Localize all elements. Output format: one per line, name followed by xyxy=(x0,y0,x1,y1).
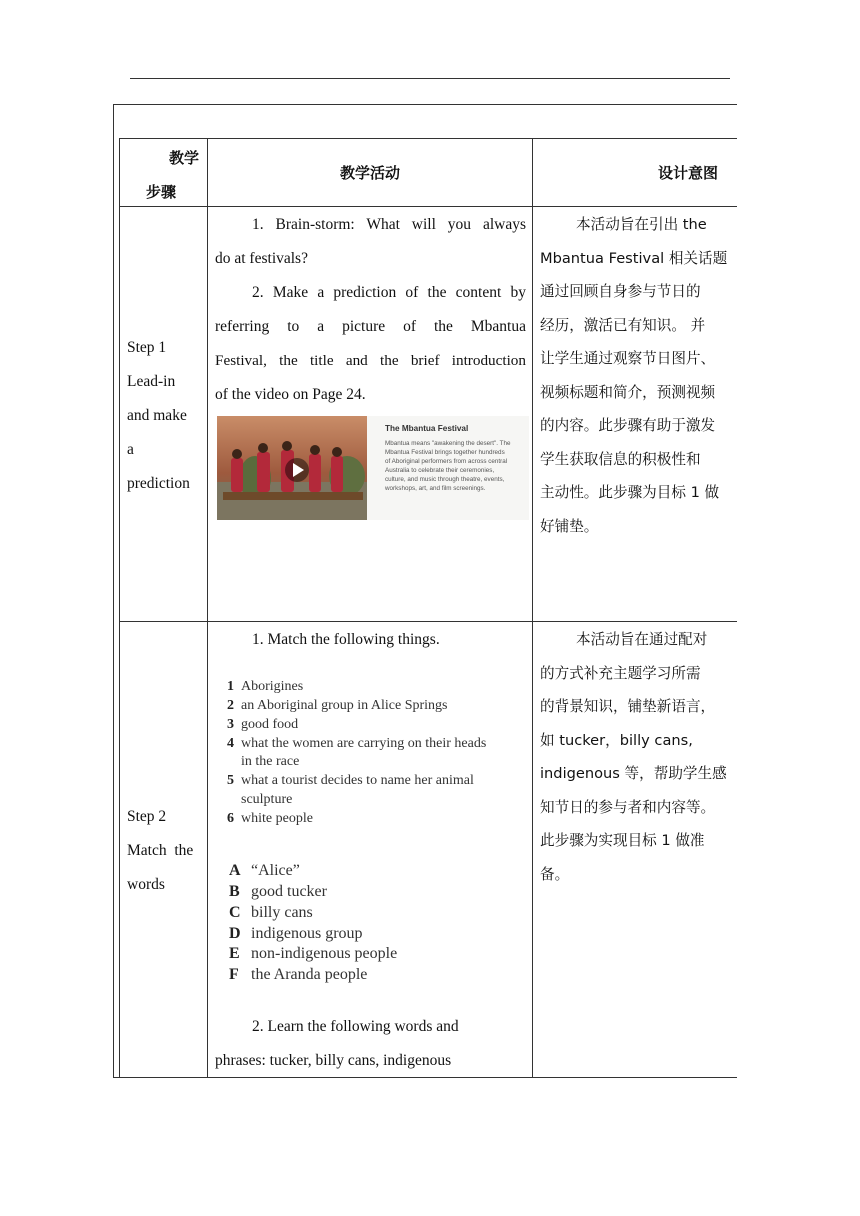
row-divider xyxy=(119,621,737,622)
list-item: 5 what a tourist decides to name her animal xyxy=(227,773,474,788)
column-divider xyxy=(207,138,208,1078)
option-item: D indigenous group xyxy=(229,925,363,942)
option-item: E non-indigenous people xyxy=(229,945,398,962)
step2-intent: 本活动旨在通过配对 的方式补充主题学习所需 的背景知识，铺垫新语言， 如 tucker，billy cans, indigenous 等，帮助学生感 知节日的参与者和内容等。 此步骤为实现目标 1 做准 备。 xyxy=(540,631,727,883)
step1-label: Step 1 Lead-in and make a prediction xyxy=(127,339,190,492)
option-item: F the Aranda people xyxy=(229,966,368,983)
festival-photo xyxy=(217,416,367,520)
list-item: 4 what the women are carrying on their heads xyxy=(227,736,487,751)
step2-label: Step 2 Match the words xyxy=(127,808,194,893)
header-rule xyxy=(130,78,730,79)
header-activity: 教学活动 xyxy=(339,164,400,182)
option-item: C billy cans xyxy=(229,904,313,921)
column-divider xyxy=(119,138,120,1078)
option-item: B good tucker xyxy=(229,883,327,900)
festival-video-preview xyxy=(217,416,529,520)
list-item: 6 white people xyxy=(227,811,313,826)
step1-activity: 1. Brain-storm: What will you always do at festivals? 2. Make a prediction of the content by referring to a picture of the Mbantua Festival, the title and the brief introduction of the video on Page 24. xyxy=(215,216,526,403)
column-divider xyxy=(532,138,533,1078)
list-item: 3 good food xyxy=(227,717,299,732)
header-step: 教学 步骤 xyxy=(146,149,199,201)
list-item: 1 Aborigines xyxy=(227,679,304,694)
list-item-continuation: sculpture xyxy=(241,792,293,807)
header-intent: 设计意图 xyxy=(657,164,718,182)
list-item-continuation: in the race xyxy=(241,754,300,769)
step2-activity-2: 2. Learn the following words and phrases: tucker, billy cans, indigenous xyxy=(215,1018,459,1069)
row-divider xyxy=(119,138,737,139)
list-item: 2 an Aboriginal group in Alice Springs xyxy=(227,698,448,713)
step2-activity-1: 1. Match the following things. xyxy=(252,631,440,648)
video-title: The Mbantua Festival xyxy=(385,424,469,433)
video-caption: Mbantua means "awakening the desert". The Mbantua Festival brings together hundreds of Aboriginal performers from across central Australia to celebrate their ceremonies, culture, and music through theatre, events, workshops, art, and film screenings. xyxy=(385,440,511,492)
option-item: A “Alice” xyxy=(229,862,300,879)
row-divider xyxy=(119,206,737,207)
step1-intent: 本活动旨在引出 the Mbantua Festival 相关话题 通过回顾自身参与节日的 经历，激活已有知识。 并 让学生通过观察节日图片、 视频标题和简介，预测视频 的内容。此步骤有助于激发 学生获取信息的积极性和 主动性。此步骤为目标 1 做 好铺垫。 xyxy=(540,216,728,535)
